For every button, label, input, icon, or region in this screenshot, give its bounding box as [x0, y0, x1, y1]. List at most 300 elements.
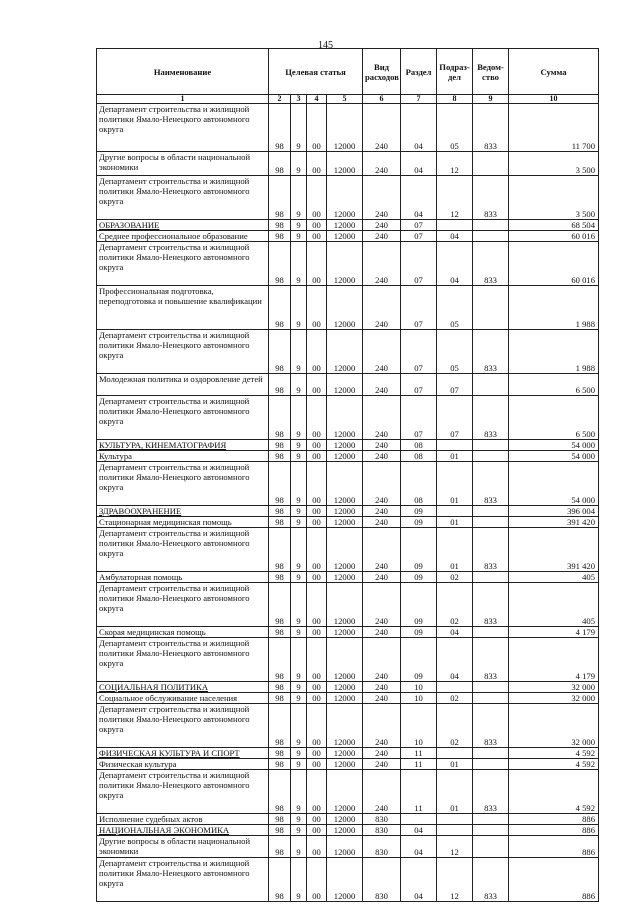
cell-c8 — [437, 220, 473, 231]
cell-c5: 12000 — [327, 152, 363, 176]
cell-c5: 12000 — [327, 374, 363, 396]
cell-c4: 00 — [307, 693, 327, 704]
table-row — [97, 220, 599, 231]
cell-c3: 9 — [291, 506, 307, 517]
cell-c3: 9 — [291, 759, 307, 770]
row-amount: 405 — [509, 583, 599, 627]
cell-c7: 09 — [401, 627, 437, 638]
cell-c2: 98 — [269, 462, 291, 506]
header-amount: Сумма — [509, 49, 599, 95]
row-amount: 4 179 — [509, 627, 599, 638]
row-name: Департамент строительства и жилищной политики Ямало-Ненецкого автономного округа — [97, 176, 269, 220]
cell-c7: 08 — [401, 451, 437, 462]
cell-c5: 12000 — [327, 704, 363, 748]
cell-c4: 00 — [307, 836, 327, 858]
header-dept: Ведом-ство — [473, 49, 509, 95]
cell-c4: 00 — [307, 814, 327, 825]
cell-c5: 12000 — [327, 638, 363, 682]
table-row — [97, 374, 599, 396]
row-name: Стационарная медицинская помощь — [97, 517, 269, 528]
cell-c2: 98 — [269, 451, 291, 462]
cell-c8: 12 — [437, 858, 473, 902]
table-row — [97, 825, 599, 836]
table-row — [97, 104, 599, 152]
cell-c8 — [437, 682, 473, 693]
row-name: Департамент строительства и жилищной политики Ямало-Ненецкого автономного округа — [97, 242, 269, 286]
cell-c2: 98 — [269, 770, 291, 814]
cell-c2: 98 — [269, 517, 291, 528]
cell-c6: 240 — [363, 638, 401, 682]
row-name: Скорая медицинская помощь — [97, 627, 269, 638]
cell-c3: 9 — [291, 748, 307, 759]
cell-c9 — [473, 374, 509, 396]
cell-c5: 12000 — [327, 231, 363, 242]
cell-c6: 240 — [363, 528, 401, 572]
cell-c8 — [437, 748, 473, 759]
column-number: 5 — [327, 95, 363, 104]
cell-c4: 00 — [307, 104, 327, 152]
cell-c4: 00 — [307, 825, 327, 836]
cell-c8: 01 — [437, 759, 473, 770]
column-number: 7 — [401, 95, 437, 104]
cell-c8: 07 — [437, 396, 473, 440]
cell-c6: 240 — [363, 152, 401, 176]
cell-c2: 98 — [269, 152, 291, 176]
table-body — [97, 104, 599, 902]
cell-c2: 98 — [269, 814, 291, 825]
cell-c3: 9 — [291, 693, 307, 704]
column-number: 8 — [437, 95, 473, 104]
cell-c9: 833 — [473, 104, 509, 152]
cell-c9: 833 — [473, 858, 509, 902]
table-row — [97, 451, 599, 462]
row-name: Департамент строительства и жилищной политики Ямало-Ненецкого автономного округа — [97, 462, 269, 506]
table-row — [97, 286, 599, 330]
row-amount: 1 988 — [509, 330, 599, 374]
cell-c7: 11 — [401, 759, 437, 770]
table-row — [97, 396, 599, 440]
cell-c8: 02 — [437, 572, 473, 583]
cell-c3: 9 — [291, 517, 307, 528]
row-name: НАЦИОНАЛЬНАЯ ЭКОНОМИКА — [97, 825, 269, 836]
cell-c2: 98 — [269, 759, 291, 770]
table-header-row — [97, 49, 599, 95]
cell-c2: 98 — [269, 231, 291, 242]
row-amount: 32 000 — [509, 693, 599, 704]
row-amount: 4 179 — [509, 638, 599, 682]
cell-c6: 240 — [363, 748, 401, 759]
cell-c3: 9 — [291, 104, 307, 152]
cell-c7: 04 — [401, 176, 437, 220]
row-amount: 886 — [509, 825, 599, 836]
table-row — [97, 836, 599, 858]
cell-c8: 04 — [437, 231, 473, 242]
table-row — [97, 506, 599, 517]
row-amount: 32 000 — [509, 704, 599, 748]
cell-c4: 00 — [307, 152, 327, 176]
cell-c6: 240 — [363, 286, 401, 330]
cell-c2: 98 — [269, 330, 291, 374]
cell-c9: 833 — [473, 242, 509, 286]
cell-c6: 240 — [363, 451, 401, 462]
row-amount: 886 — [509, 814, 599, 825]
cell-c7: 07 — [401, 286, 437, 330]
cell-c5: 12000 — [327, 825, 363, 836]
cell-c8: 01 — [437, 462, 473, 506]
cell-c5: 12000 — [327, 748, 363, 759]
cell-c9 — [473, 682, 509, 693]
cell-c4: 00 — [307, 858, 327, 902]
row-amount: 6 500 — [509, 374, 599, 396]
table-row — [97, 814, 599, 825]
cell-c4: 00 — [307, 220, 327, 231]
cell-c7: 04 — [401, 104, 437, 152]
row-name: СОЦИАЛЬНАЯ ПОЛИТИКА — [97, 682, 269, 693]
cell-c5: 12000 — [327, 451, 363, 462]
cell-c9: 833 — [473, 330, 509, 374]
cell-c9 — [473, 693, 509, 704]
cell-c7: 11 — [401, 770, 437, 814]
cell-c7: 04 — [401, 825, 437, 836]
cell-c4: 00 — [307, 572, 327, 583]
row-name: Среднее профессиональное образование — [97, 231, 269, 242]
table-row — [97, 176, 599, 220]
table-row — [97, 638, 599, 682]
row-name: Другие вопросы в области национальной экономики — [97, 152, 269, 176]
cell-c4: 00 — [307, 396, 327, 440]
cell-c7: 07 — [401, 220, 437, 231]
header-exp-type: Вид расходов — [363, 49, 401, 95]
cell-c6: 240 — [363, 242, 401, 286]
cell-c6: 240 — [363, 396, 401, 440]
cell-c3: 9 — [291, 836, 307, 858]
cell-c9 — [473, 517, 509, 528]
cell-c2: 98 — [269, 748, 291, 759]
cell-c3: 9 — [291, 682, 307, 693]
cell-c6: 830 — [363, 825, 401, 836]
cell-c8 — [437, 506, 473, 517]
cell-c3: 9 — [291, 374, 307, 396]
cell-c5: 12000 — [327, 330, 363, 374]
cell-c5: 12000 — [327, 517, 363, 528]
row-name: Департамент строительства и жилищной политики Ямало-Ненецкого автономного округа — [97, 583, 269, 627]
cell-c4: 00 — [307, 330, 327, 374]
cell-c2: 98 — [269, 440, 291, 451]
cell-c8: 01 — [437, 517, 473, 528]
cell-c4: 00 — [307, 583, 327, 627]
row-amount: 60 016 — [509, 242, 599, 286]
table-row — [97, 693, 599, 704]
cell-c9 — [473, 506, 509, 517]
row-name: Департамент строительства и жилищной политики Ямало-Ненецкого автономного округа — [97, 396, 269, 440]
cell-c9 — [473, 572, 509, 583]
cell-c4: 00 — [307, 242, 327, 286]
cell-c3: 9 — [291, 462, 307, 506]
row-amount: 1 988 — [509, 286, 599, 330]
cell-c6: 240 — [363, 462, 401, 506]
cell-c2: 98 — [269, 286, 291, 330]
cell-c7: 04 — [401, 858, 437, 902]
cell-c4: 00 — [307, 440, 327, 451]
cell-c4: 00 — [307, 506, 327, 517]
cell-c5: 12000 — [327, 242, 363, 286]
cell-c5: 12000 — [327, 220, 363, 231]
cell-c5: 12000 — [327, 440, 363, 451]
cell-c7: 07 — [401, 242, 437, 286]
column-number-row — [97, 95, 599, 104]
cell-c3: 9 — [291, 176, 307, 220]
cell-c3: 9 — [291, 286, 307, 330]
cell-c7: 07 — [401, 396, 437, 440]
cell-c6: 830 — [363, 858, 401, 902]
cell-c2: 98 — [269, 825, 291, 836]
cell-c5: 12000 — [327, 572, 363, 583]
cell-c4: 00 — [307, 770, 327, 814]
cell-c3: 9 — [291, 825, 307, 836]
cell-c6: 240 — [363, 693, 401, 704]
cell-c3: 9 — [291, 330, 307, 374]
cell-c3: 9 — [291, 396, 307, 440]
cell-c3: 9 — [291, 583, 307, 627]
cell-c8: 12 — [437, 836, 473, 858]
cell-c7: 09 — [401, 506, 437, 517]
cell-c8 — [437, 825, 473, 836]
cell-c3: 9 — [291, 814, 307, 825]
cell-c4: 00 — [307, 682, 327, 693]
table-row — [97, 462, 599, 506]
row-name: Другие вопросы в области национальной экономики — [97, 836, 269, 858]
cell-c3: 9 — [291, 242, 307, 286]
row-name: Молодежная политика и оздоровление детей — [97, 374, 269, 396]
row-amount: 54 000 — [509, 462, 599, 506]
row-amount: 11 700 — [509, 104, 599, 152]
cell-c5: 12000 — [327, 396, 363, 440]
row-name: Амбулаторная помощь — [97, 572, 269, 583]
cell-c7: 09 — [401, 528, 437, 572]
cell-c7: 07 — [401, 374, 437, 396]
cell-c8: 07 — [437, 374, 473, 396]
table-row — [97, 704, 599, 748]
row-amount: 391 420 — [509, 528, 599, 572]
row-amount: 60 016 — [509, 231, 599, 242]
table-row — [97, 682, 599, 693]
cell-c4: 00 — [307, 451, 327, 462]
table-row — [97, 231, 599, 242]
cell-c6: 240 — [363, 704, 401, 748]
row-amount: 405 — [509, 572, 599, 583]
column-number: 6 — [363, 95, 401, 104]
cell-c5: 12000 — [327, 693, 363, 704]
cell-c3: 9 — [291, 220, 307, 231]
cell-c5: 12000 — [327, 583, 363, 627]
cell-c4: 00 — [307, 517, 327, 528]
cell-c2: 98 — [269, 858, 291, 902]
cell-c4: 00 — [307, 286, 327, 330]
cell-c9: 833 — [473, 528, 509, 572]
column-number: 4 — [307, 95, 327, 104]
cell-c6: 240 — [363, 517, 401, 528]
column-number: 1 — [97, 95, 269, 104]
cell-c6: 240 — [363, 440, 401, 451]
cell-c6: 240 — [363, 572, 401, 583]
table-row — [97, 583, 599, 627]
cell-c9: 833 — [473, 770, 509, 814]
row-name: Культура — [97, 451, 269, 462]
cell-c6: 830 — [363, 836, 401, 858]
table-row — [97, 517, 599, 528]
cell-c4: 00 — [307, 748, 327, 759]
cell-c8: 01 — [437, 770, 473, 814]
cell-c7: 10 — [401, 693, 437, 704]
cell-c8: 01 — [437, 528, 473, 572]
row-amount: 4 592 — [509, 759, 599, 770]
cell-c2: 98 — [269, 638, 291, 682]
row-name: Департамент строительства и жилищной политики Ямало-Ненецкого автономного округа — [97, 638, 269, 682]
row-amount: 3 500 — [509, 176, 599, 220]
cell-c2: 98 — [269, 627, 291, 638]
cell-c9: 833 — [473, 583, 509, 627]
cell-c8: 12 — [437, 152, 473, 176]
cell-c3: 9 — [291, 858, 307, 902]
table-row — [97, 858, 599, 902]
cell-c7: 09 — [401, 638, 437, 682]
cell-c5: 12000 — [327, 858, 363, 902]
table-row — [97, 627, 599, 638]
budget-table — [96, 48, 599, 902]
cell-c8 — [437, 814, 473, 825]
cell-c9 — [473, 814, 509, 825]
cell-c9 — [473, 825, 509, 836]
cell-c6: 240 — [363, 330, 401, 374]
cell-c2: 98 — [269, 583, 291, 627]
header-section: Раздел — [401, 49, 437, 95]
row-amount: 886 — [509, 836, 599, 858]
row-amount: 886 — [509, 858, 599, 902]
cell-c5: 12000 — [327, 814, 363, 825]
cell-c8: 05 — [437, 330, 473, 374]
cell-c2: 98 — [269, 104, 291, 152]
cell-c7: 10 — [401, 682, 437, 693]
cell-c4: 00 — [307, 462, 327, 506]
cell-c3: 9 — [291, 572, 307, 583]
cell-c5: 12000 — [327, 286, 363, 330]
cell-c2: 98 — [269, 176, 291, 220]
column-number: 10 — [509, 95, 599, 104]
header-target: Целевая статья — [269, 49, 363, 95]
row-amount: 3 500 — [509, 152, 599, 176]
row-name: Исполнение судебных актов — [97, 814, 269, 825]
cell-c2: 98 — [269, 528, 291, 572]
cell-c4: 00 — [307, 704, 327, 748]
cell-c8: 02 — [437, 693, 473, 704]
row-name: ОБРАЗОВАНИЕ — [97, 220, 269, 231]
cell-c3: 9 — [291, 704, 307, 748]
cell-c7: 09 — [401, 572, 437, 583]
cell-c6: 240 — [363, 682, 401, 693]
row-name: Департамент строительства и жилищной политики Ямало-Ненецкого автономного округа — [97, 770, 269, 814]
cell-c7: 08 — [401, 462, 437, 506]
cell-c5: 12000 — [327, 836, 363, 858]
cell-c2: 98 — [269, 572, 291, 583]
row-amount: 391 420 — [509, 517, 599, 528]
cell-c3: 9 — [291, 638, 307, 682]
cell-c3: 9 — [291, 627, 307, 638]
cell-c9: 833 — [473, 638, 509, 682]
cell-c7: 11 — [401, 748, 437, 759]
cell-c9: 833 — [473, 176, 509, 220]
cell-c4: 00 — [307, 627, 327, 638]
row-name: Департамент строительства и жилищной политики Ямало-Ненецкого автономного округа — [97, 104, 269, 152]
cell-c3: 9 — [291, 152, 307, 176]
cell-c7: 07 — [401, 231, 437, 242]
table-row — [97, 330, 599, 374]
cell-c4: 00 — [307, 638, 327, 682]
cell-c7: 10 — [401, 704, 437, 748]
row-name: Департамент строительства и жилищной политики Ямало-Ненецкого автономного округа — [97, 528, 269, 572]
table-row — [97, 770, 599, 814]
cell-c3: 9 — [291, 440, 307, 451]
cell-c8: 05 — [437, 104, 473, 152]
cell-c7: 04 — [401, 152, 437, 176]
cell-c7: 08 — [401, 440, 437, 451]
cell-c4: 00 — [307, 759, 327, 770]
cell-c5: 12000 — [327, 682, 363, 693]
cell-c8: 05 — [437, 286, 473, 330]
cell-c6: 240 — [363, 374, 401, 396]
cell-c6: 240 — [363, 220, 401, 231]
cell-c4: 00 — [307, 231, 327, 242]
cell-c7: 07 — [401, 330, 437, 374]
cell-c6: 240 — [363, 583, 401, 627]
cell-c8: 02 — [437, 704, 473, 748]
cell-c8: 01 — [437, 451, 473, 462]
cell-c3: 9 — [291, 451, 307, 462]
cell-c5: 12000 — [327, 627, 363, 638]
cell-c2: 98 — [269, 506, 291, 517]
cell-c9 — [473, 759, 509, 770]
cell-c4: 00 — [307, 374, 327, 396]
row-amount: 396 004 — [509, 506, 599, 517]
cell-c9 — [473, 440, 509, 451]
table-row — [97, 759, 599, 770]
row-name: Профессиональная подготовка, переподготовка и повышение квалификации — [97, 286, 269, 330]
page-number: 145 — [318, 40, 333, 51]
row-name: Департамент строительства и жилищной политики Ямало-Ненецкого автономного округа — [97, 858, 269, 902]
cell-c2: 98 — [269, 242, 291, 286]
row-name: Социальное обслуживание населения — [97, 693, 269, 704]
cell-c8: 04 — [437, 242, 473, 286]
cell-c8: 04 — [437, 627, 473, 638]
table-row — [97, 748, 599, 759]
cell-c7: 04 — [401, 836, 437, 858]
row-amount: 4 592 — [509, 770, 599, 814]
cell-c9: 833 — [473, 704, 509, 748]
column-number: 3 — [291, 95, 307, 104]
cell-c2: 98 — [269, 396, 291, 440]
row-amount: 68 504 — [509, 220, 599, 231]
cell-c7: 09 — [401, 517, 437, 528]
cell-c9 — [473, 231, 509, 242]
cell-c5: 12000 — [327, 759, 363, 770]
cell-c2: 98 — [269, 220, 291, 231]
table-row — [97, 440, 599, 451]
cell-c2: 98 — [269, 682, 291, 693]
cell-c8 — [437, 440, 473, 451]
column-number: 2 — [269, 95, 291, 104]
cell-c6: 240 — [363, 627, 401, 638]
cell-c5: 12000 — [327, 506, 363, 517]
row-name: ФИЗИЧЕСКАЯ КУЛЬТУРА И СПОРТ — [97, 748, 269, 759]
